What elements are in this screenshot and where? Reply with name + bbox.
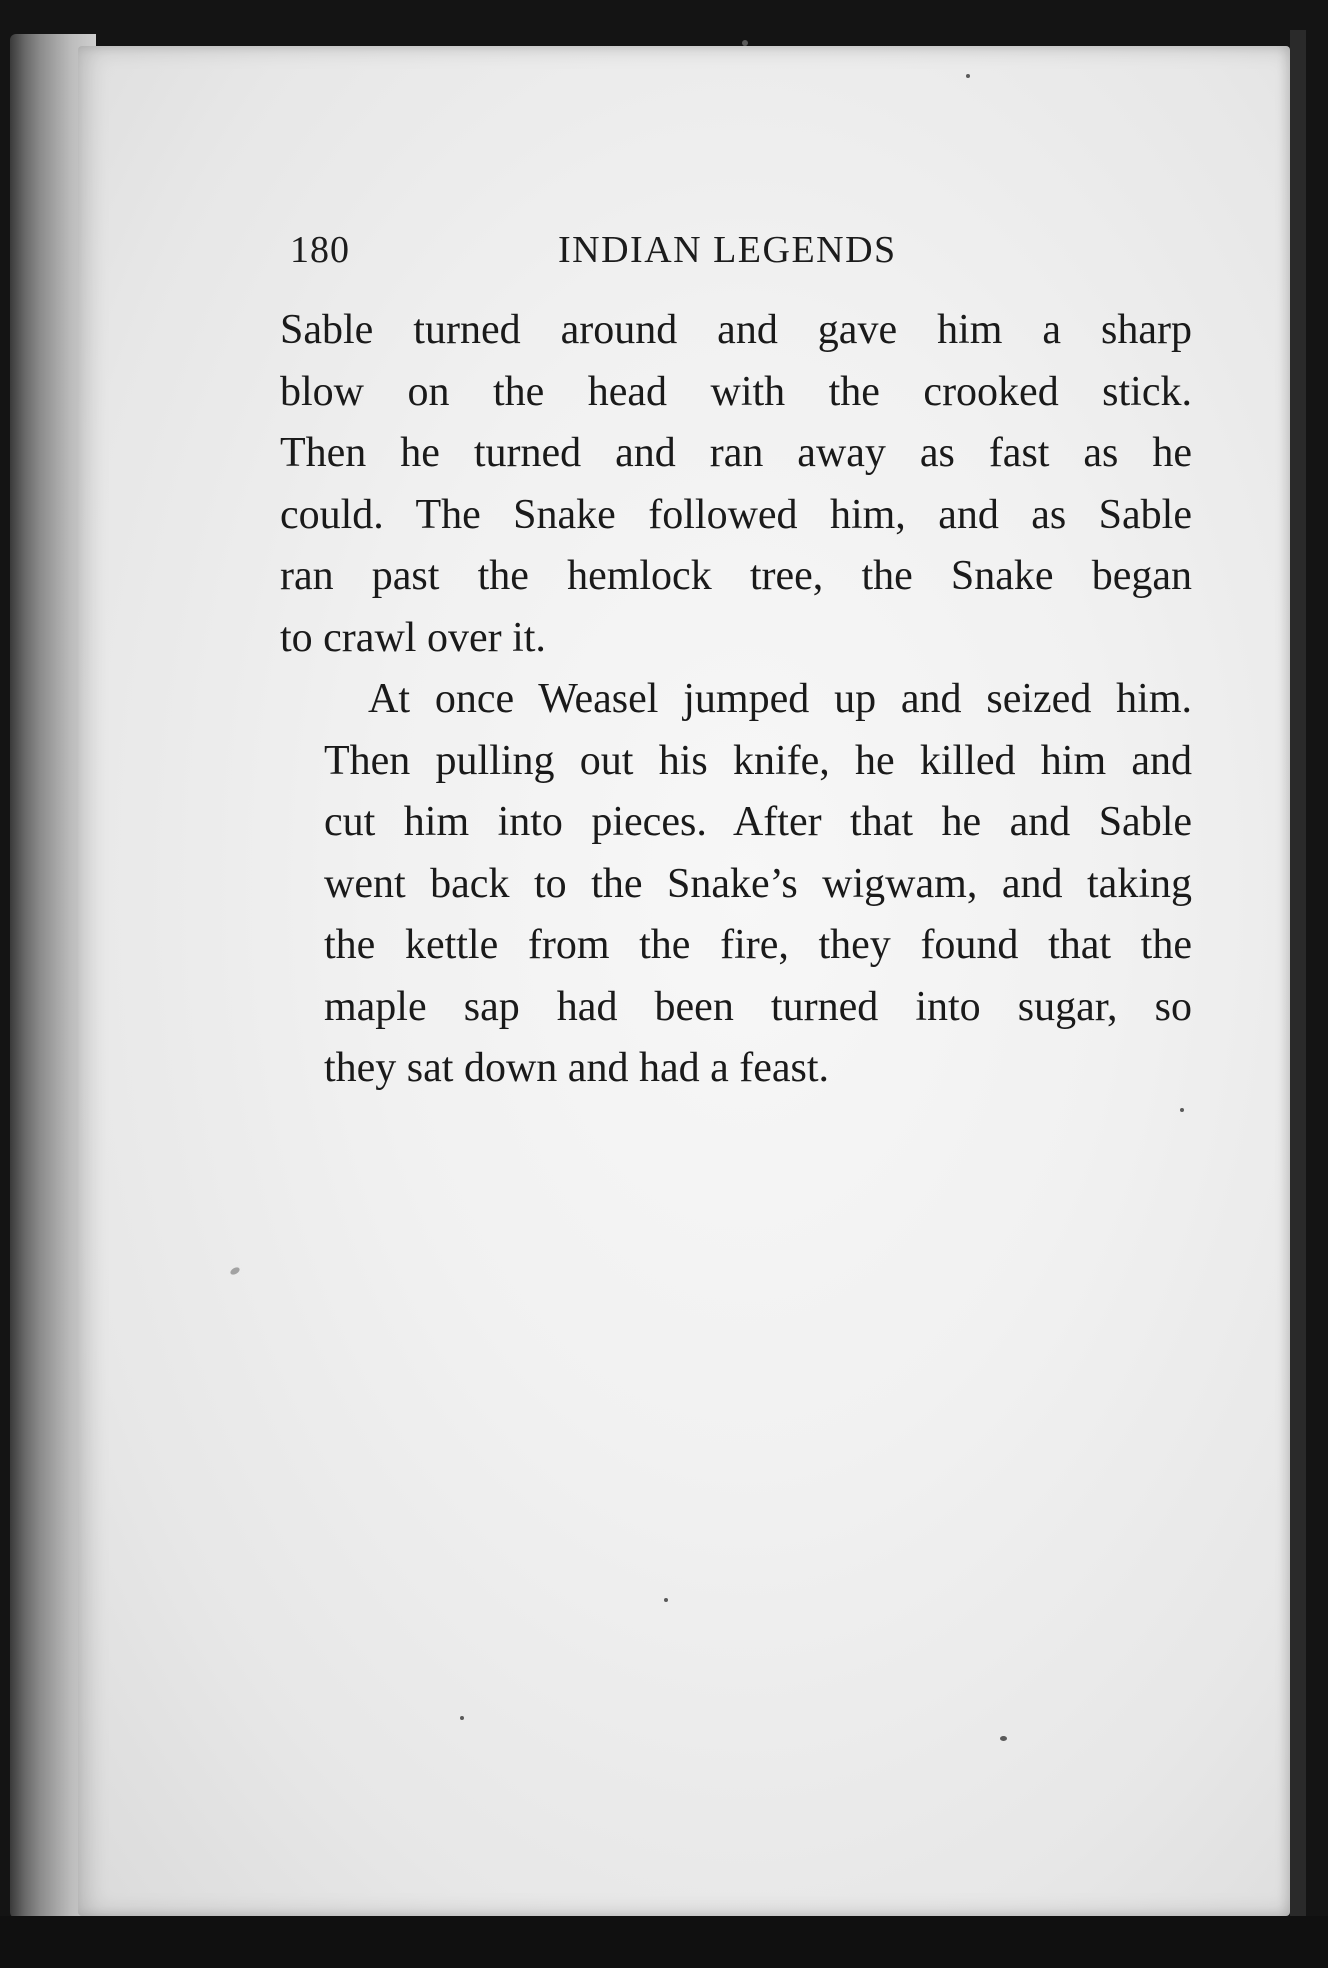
text-line: cut him into pieces. After that he and Sable (324, 799, 1192, 845)
text-line: to crawl over it. (280, 614, 546, 661)
running-head: INDIAN LEGENDS (558, 229, 897, 271)
dust-speck (1000, 1736, 1007, 1741)
text-line: At once Weasel jumped up and seized him. (368, 676, 1192, 722)
text-line: they sat down and had a feast. (324, 1045, 830, 1091)
dust-speck (1180, 1108, 1184, 1112)
page-number: 180 (290, 229, 350, 271)
text-line: went back to the Snake’s wigwam, and taking (324, 860, 1192, 907)
text-line: maple sap had been turned into sugar, so (324, 983, 1192, 1030)
text-line: the kettle from the fire, they found that the (324, 922, 1192, 968)
paragraph (280, 300, 1192, 669)
dust-speck (460, 1716, 464, 1720)
dust-speck (742, 40, 748, 46)
dust-speck (664, 1598, 668, 1602)
scan-bottom-border (0, 1916, 1328, 1968)
text-line: Then he turned and ran away as fast as he (280, 430, 1192, 476)
scan-border (1290, 30, 1306, 1930)
text-line: blow on the head with the crooked stick. (280, 368, 1192, 415)
text-line: Then pulling out his knife, he killed him and (324, 737, 1192, 784)
text-line: ran past the hemlock tree, the Snake began (280, 553, 1192, 599)
text-line: Sable turned around and gave him a sharp (280, 307, 1192, 353)
paragraph (280, 669, 1192, 1100)
page-header (290, 228, 1190, 278)
dust-speck (966, 74, 970, 78)
text-line: could. The Snake followed him, and as Sable (280, 491, 1192, 538)
body-text (280, 300, 1192, 1100)
